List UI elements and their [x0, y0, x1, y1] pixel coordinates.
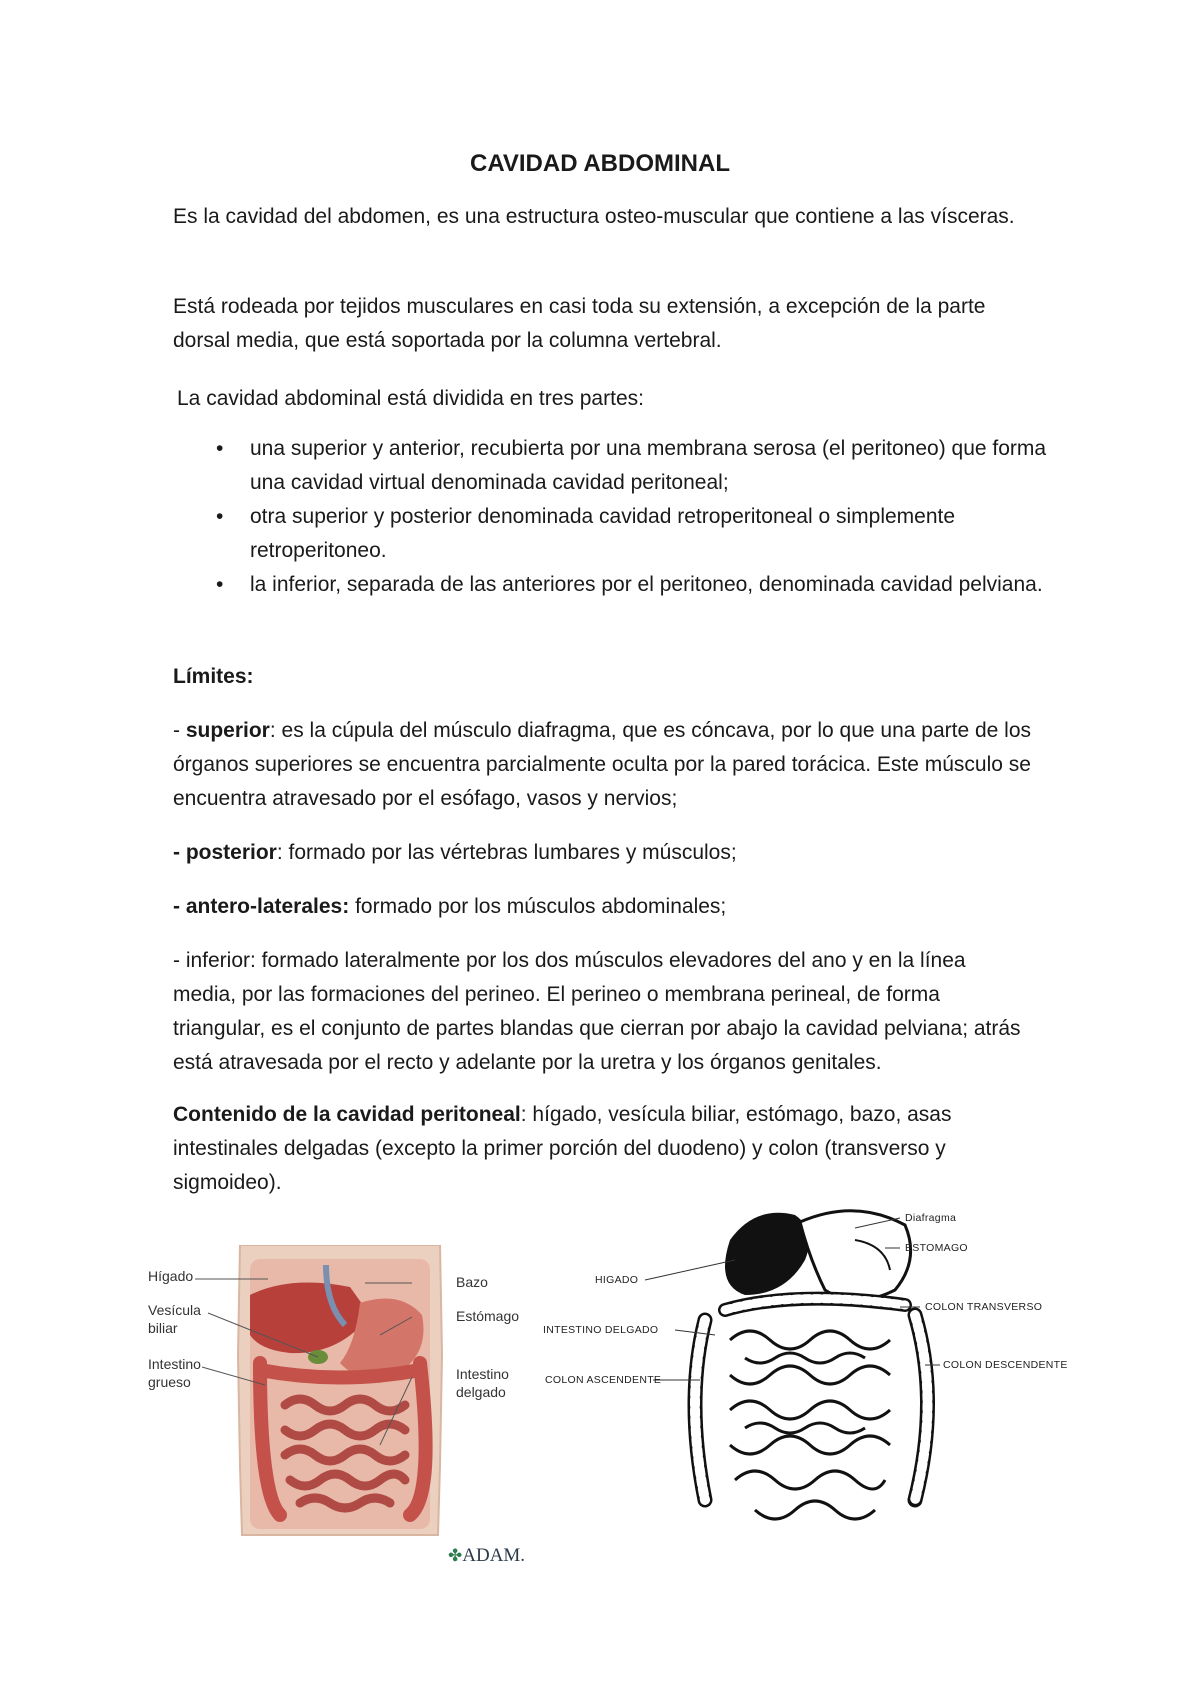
adam-credit-text: ADAM. [462, 1545, 526, 1566]
label-colon-transverso: COLON TRANSVERSO [925, 1301, 1043, 1313]
label-higado: Hígado [148, 1268, 194, 1284]
abdomen-lineart-figure [543, 1200, 1095, 1600]
limit-term: - antero-laterales: [173, 895, 350, 918]
list-item [173, 568, 1053, 602]
list-item-text: otra superior y posterior denominada cavidad retroperitoneal o simplemente retroperitoneo. [250, 505, 956, 562]
label-intestino-delgado-1: Intestino [456, 1366, 509, 1382]
label-estomago: Estómago [456, 1308, 520, 1324]
label-intestino-delgado-2: INTESTINO DELGADO [543, 1324, 659, 1336]
label-biliar: biliar [148, 1320, 178, 1336]
limit-prefix: - [173, 719, 186, 742]
intro-paragraph-3: La cavidad abdominal está dividida en tres partes: [177, 387, 644, 410]
intro-paragraph-1: Es la cavidad del abdomen, es una estructura osteo-muscular que contiene a las vísceras. [173, 205, 1015, 228]
adam-logo-icon: ✤ [448, 1546, 463, 1565]
peritoneal-contents [173, 1098, 1033, 1200]
limit-text: formado por los músculos abdominales; [349, 895, 727, 918]
limit-prefix: - [173, 949, 186, 972]
contents-text: : hígado, vesícula biliar, estómago, bazo, asas intestinales delgadas (excepto la primer porción del duodeno) y colon (transverso y sigmoideo). [173, 1103, 952, 1194]
contents-term: Contenido de la cavidad peritoneal [173, 1103, 521, 1126]
limit-term: superior [185, 719, 270, 742]
label-vesicula: Vesícula [148, 1302, 201, 1318]
page-title: CAVIDAD ABDOMINAL [470, 150, 730, 177]
list-item-text: una superior y anterior, recubierta por una membrana serosa (el peritoneo) que forma una cavidad virtual denominada cavidad peritoneal; [250, 437, 1047, 494]
limit-term: - posterior [173, 841, 277, 864]
bullet-icon: • [216, 505, 224, 528]
label-colon-ascendente: COLON ASCENDENTE [545, 1374, 662, 1386]
label-intestino-delgado-2: delgado [456, 1384, 506, 1400]
adam-credit [448, 1545, 525, 1567]
abdomen-color-illustration [150, 1245, 570, 1575]
limit-text: : es la cúpula del músculo diafragma, que es cóncava, por lo que una parte de los órganos superiores se encuentra parcialmente oculta por la pared torácica. Este músculo se encuentra atravesado por el esófago, vasos y nervios; [173, 719, 1031, 810]
label-colon-descendente: COLON DESCENDENTE [943, 1359, 1068, 1371]
label-estomago-2: ESTOMAGO [905, 1242, 968, 1254]
limit-text: : formado por las vértebras lumbares y músculos; [276, 841, 737, 864]
limits-heading: Límites: [173, 665, 254, 688]
abdomen-lineart-illustration [555, 1200, 1095, 1600]
bullet-icon: • [216, 573, 224, 596]
limit-posterior [173, 836, 1033, 870]
list-item [173, 500, 1053, 568]
label-bazo: Bazo [456, 1274, 488, 1290]
limit-inferior [173, 944, 1033, 1080]
abdomen-color-figure [150, 1245, 570, 1575]
limit-antero-laterales [173, 890, 1033, 924]
list-item [173, 432, 1053, 500]
list-item-text: la inferior, separada de las anteriores por el peritoneo, denominada cavidad pelviana. [250, 573, 1043, 596]
limit-text: inferior: formado lateralmente por los dos músculos elevadores del ano y en la línea media, por las formaciones del perineo. El perineo o membrana perineal, de forma triangular, es el conjunto de partes blandas que cierran por abajo la cavidad pelviana; atrás está atravesada por el recto y adelante por la uretra y los órganos genitales. [173, 949, 1021, 1074]
label-intestino-grueso-2: grueso [148, 1374, 191, 1390]
divisions-list [173, 432, 1053, 602]
label-higado-2: HIGADO [595, 1274, 639, 1286]
bullet-icon: • [216, 437, 224, 460]
label-intestino-grueso-1: Intestino [148, 1356, 201, 1372]
intro-paragraph-2: Está rodeada por tejidos musculares en casi toda su extensión, a excepción de la parte dorsal media, que está soportada por la columna vertebral. [173, 295, 986, 352]
label-diafragma: Diafragma [905, 1212, 957, 1224]
limit-superior [173, 714, 1033, 816]
